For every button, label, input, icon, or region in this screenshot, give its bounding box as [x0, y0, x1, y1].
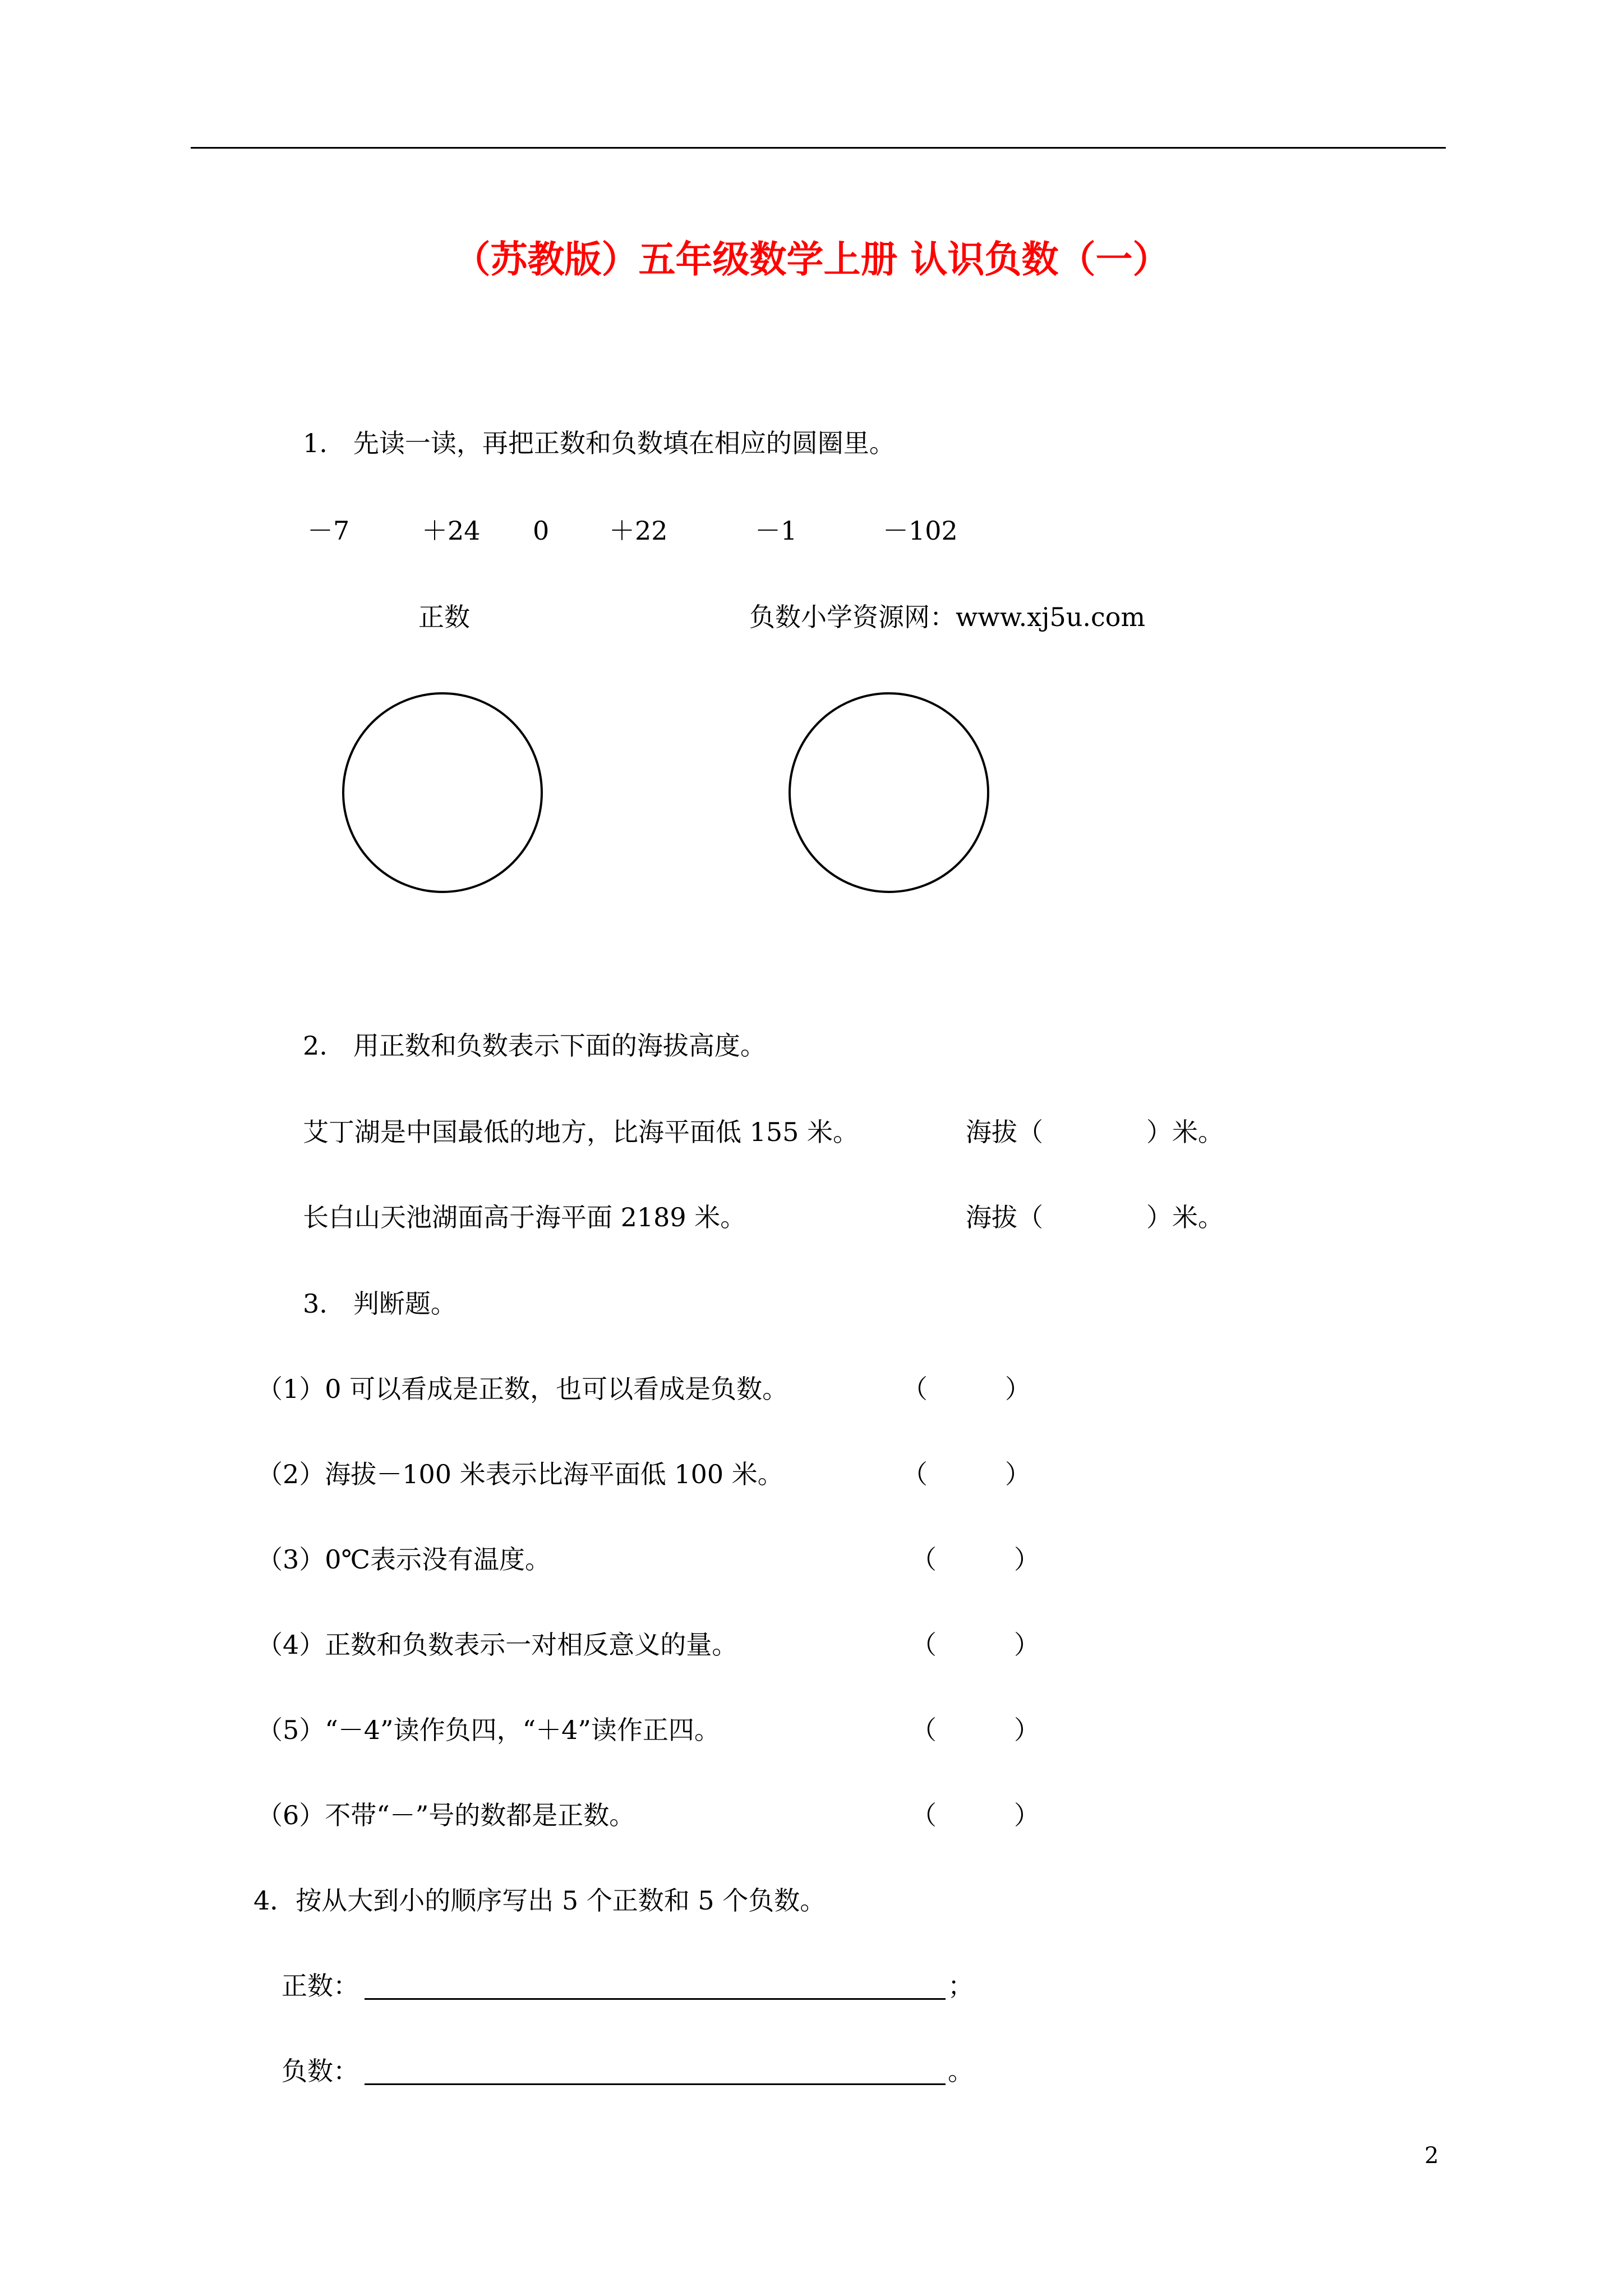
- q3-prompt: 3. 判断题。: [303, 1289, 457, 1319]
- q3-judgement-blank[interactable]: （ ）: [902, 1459, 1031, 1489]
- page-number: 2: [1424, 2143, 1439, 2169]
- q1-prompt: 1. 先读一读，再把正数和负数填在相应的圆圈里。: [303, 428, 895, 458]
- q2-item-text: 艾丁湖是中国最低的地方，比海平面低 155 米。: [303, 1117, 859, 1147]
- header-rule: [191, 147, 1446, 149]
- q2-answer-blank[interactable]: 海拔（ ）米。: [966, 1202, 1224, 1232]
- positive-label: 正数：: [282, 1971, 359, 2001]
- positive-answer-line[interactable]: [365, 1998, 946, 2000]
- positive-answer-circle[interactable]: [342, 692, 543, 893]
- q1-number: ＋24: [422, 516, 481, 546]
- positive-circle-label: 正数: [418, 602, 470, 632]
- q3-judgement-blank[interactable]: （ ）: [911, 1800, 1040, 1830]
- negative-answer-line[interactable]: [365, 2083, 946, 2085]
- q3-judgement-blank[interactable]: （ ）: [902, 1374, 1031, 1404]
- q1-number: －102: [883, 516, 958, 546]
- q3-item-text: （4）正数和负数表示一对相反意义的量。: [257, 1630, 738, 1660]
- q3-judgement-blank[interactable]: （ ）: [911, 1544, 1040, 1575]
- q1-number: －7: [307, 516, 350, 546]
- q3-item-text: （1）0 可以看成是正数，也可以看成是负数。: [257, 1374, 789, 1404]
- positive-line-end: ；: [948, 1971, 974, 2001]
- negative-label: 负数：: [282, 2056, 359, 2086]
- q2-answer-blank[interactable]: 海拔（ ）米。: [966, 1117, 1224, 1147]
- q1-number: 0: [533, 516, 550, 546]
- q1-number: －1: [755, 516, 797, 546]
- q4-prompt: 4．按从大到小的顺序写出 5 个正数和 5 个负数。: [253, 1885, 826, 1916]
- negative-answer-circle[interactable]: [789, 692, 989, 893]
- page-title: （苏教版）五年级数学上册 认识负数（一）: [453, 237, 1170, 281]
- negative-line-end: 。: [948, 2056, 974, 2086]
- negative-circle-label: 负数小学资源网：www.xj5u.com: [749, 602, 1146, 632]
- q3-item-text: （6）不带“－”号的数都是正数。: [257, 1800, 635, 1830]
- q3-item-text: （3）0℃表示没有温度。: [257, 1544, 551, 1575]
- q2-prompt: 2. 用正数和负数表示下面的海拔高度。: [303, 1030, 766, 1061]
- q2-item-text: 长白山天池湖面高于海平面 2189 米。: [303, 1202, 746, 1232]
- q3-judgement-blank[interactable]: （ ）: [911, 1715, 1040, 1745]
- q3-judgement-blank[interactable]: （ ）: [911, 1630, 1040, 1660]
- q3-item-text: （2）海拔－100 米表示比海平面低 100 米。: [257, 1459, 783, 1489]
- q1-number: ＋22: [609, 516, 668, 546]
- q3-item-text: （5）“－4”读作负四，“＋4”读作正四。: [257, 1715, 720, 1745]
